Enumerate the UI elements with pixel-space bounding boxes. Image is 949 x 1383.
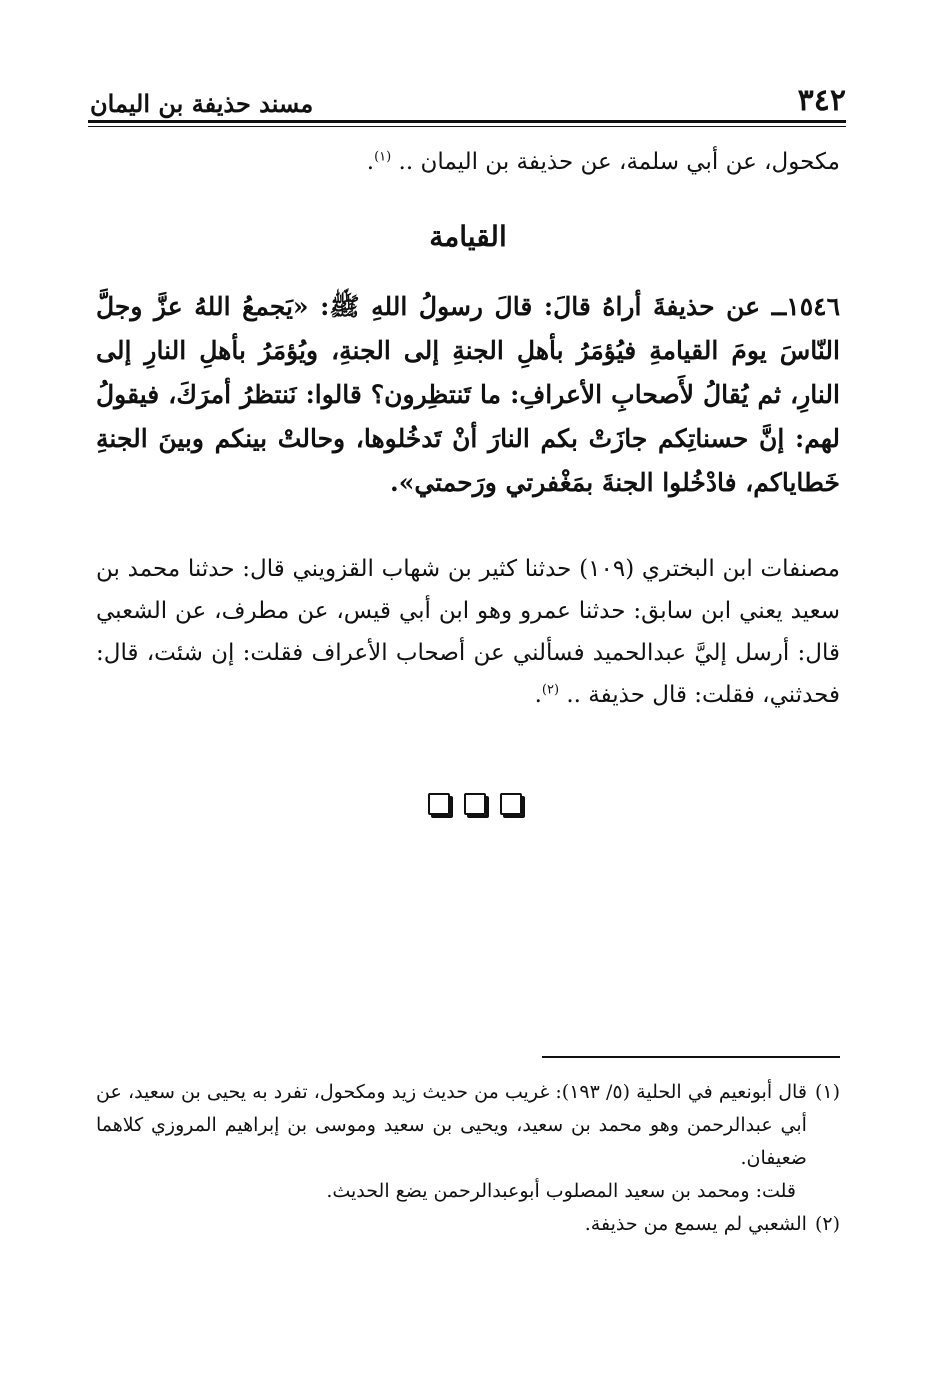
footnote-marker: (٢): [814, 1213, 840, 1235]
page-number: ٣٤٢: [797, 83, 846, 118]
footnote-1-note: قلت: ومحمد بن سعيد المصلوب أبوعبدالرحمن يضع الحديث.: [326, 1180, 796, 1202]
header-rule: [88, 120, 846, 123]
footnotes: [96, 1076, 840, 1241]
square-ornament-icon: [500, 793, 522, 815]
hadith-paragraph: ١٥٤٦ــ عن حذيفةَ أراهُ قالَ: قالَ رسولُ اللهِ ﷺ: «يَجمعُ اللهُ عزَّ وجلَّ النّاسَ يومَ القيامةِ فيُؤمَرُ بأهلِ الجنةِ إلى الجنةِ، ويُؤمَرُ بأهلِ النارِ إلى النارِ، ثم يُقالُ لأَصحابِ الأعرافِ: ما تَنتظِرون؟ قالوا: نَنتظرُ أمرَكَ، فيقولُ لهم: إنَّ حسناتِكم جازَتْ بكم النارَ أنْ تَدخُلوها، وحالتْ بينكم وبينَ الجنةِ خَطاياكم، فادْخُلوا الجنةَ بمَغْفرتي ورَحمتي».: [96, 292, 840, 497]
section-heading: القيامة: [429, 220, 507, 253]
square-ornament-icon: [464, 793, 486, 815]
footnote-text: الشعبي لم يسمع من حذيفة.: [584, 1213, 807, 1235]
footnote-marker: (١): [814, 1081, 840, 1103]
running-title: مسند حذيفة بن اليمان: [90, 89, 314, 118]
footnote-2: [96, 1208, 840, 1241]
footnote-ref-2: (٢): [541, 682, 560, 698]
source-paragraph: مصنفات ابن البختري (١٠٩) حدثنا كثير بن شهاب القزويني قال: حدثنا محمد بن سعيد يعني ابن سابق: حدثنا عمرو وهو ابن أبي قيس، عن مطرف، عن الشعبي قال: أرسل إليَّ عبدالحميد فسألني عن أصحاب الأعراف فقلت: إن شئت، قال: فحدثني، فقلت: قال حذيفة .. $^{(٢)}$.: [96, 556, 840, 708]
square-ornament-icon: [428, 793, 450, 815]
source-text: مصنفات ابن البختري (١٠٩) حدثنا كثير بن شهاب القزويني قال: حدثنا محمد بن سعيد يعني ابن سابق: حدثنا عمرو وهو ابن أبي قيس، عن مطرف، عن الشعبي قال: أرسل إليَّ عبدالحميد فسألني عن أصحاب الأعراف فقلت: إن شئت، قال: فحدثني، فقلت: قال حذيفة ..: [96, 556, 840, 708]
header-rule-thin: [88, 126, 846, 127]
footnote-text: قال أبونعيم في الحلية (٥/ ١٩٣): غريب من حديث زيد ومكحول، تفرد به يحيى بن سعيد، عن أبي عبدالرحمن وهو محمد بن سعيد، ويحيى بن سعيد وموسى بن إبراهيم المروزي كلاهما ضعيفان.: [96, 1081, 807, 1169]
footnote-ref-1: (١): [374, 149, 392, 165]
footnote-separator: [542, 1056, 840, 1058]
intro-paragraph: مكحول، عن أبي سلمة، عن حذيفة بن اليمان .. $^{(١)}$.: [366, 149, 840, 175]
intro-text: مكحول، عن أبي سلمة، عن حذيفة بن اليمان ..: [398, 149, 840, 175]
footnote-1: [96, 1076, 840, 1175]
page-header: [90, 78, 846, 116]
section-end-ornament: [0, 793, 949, 815]
